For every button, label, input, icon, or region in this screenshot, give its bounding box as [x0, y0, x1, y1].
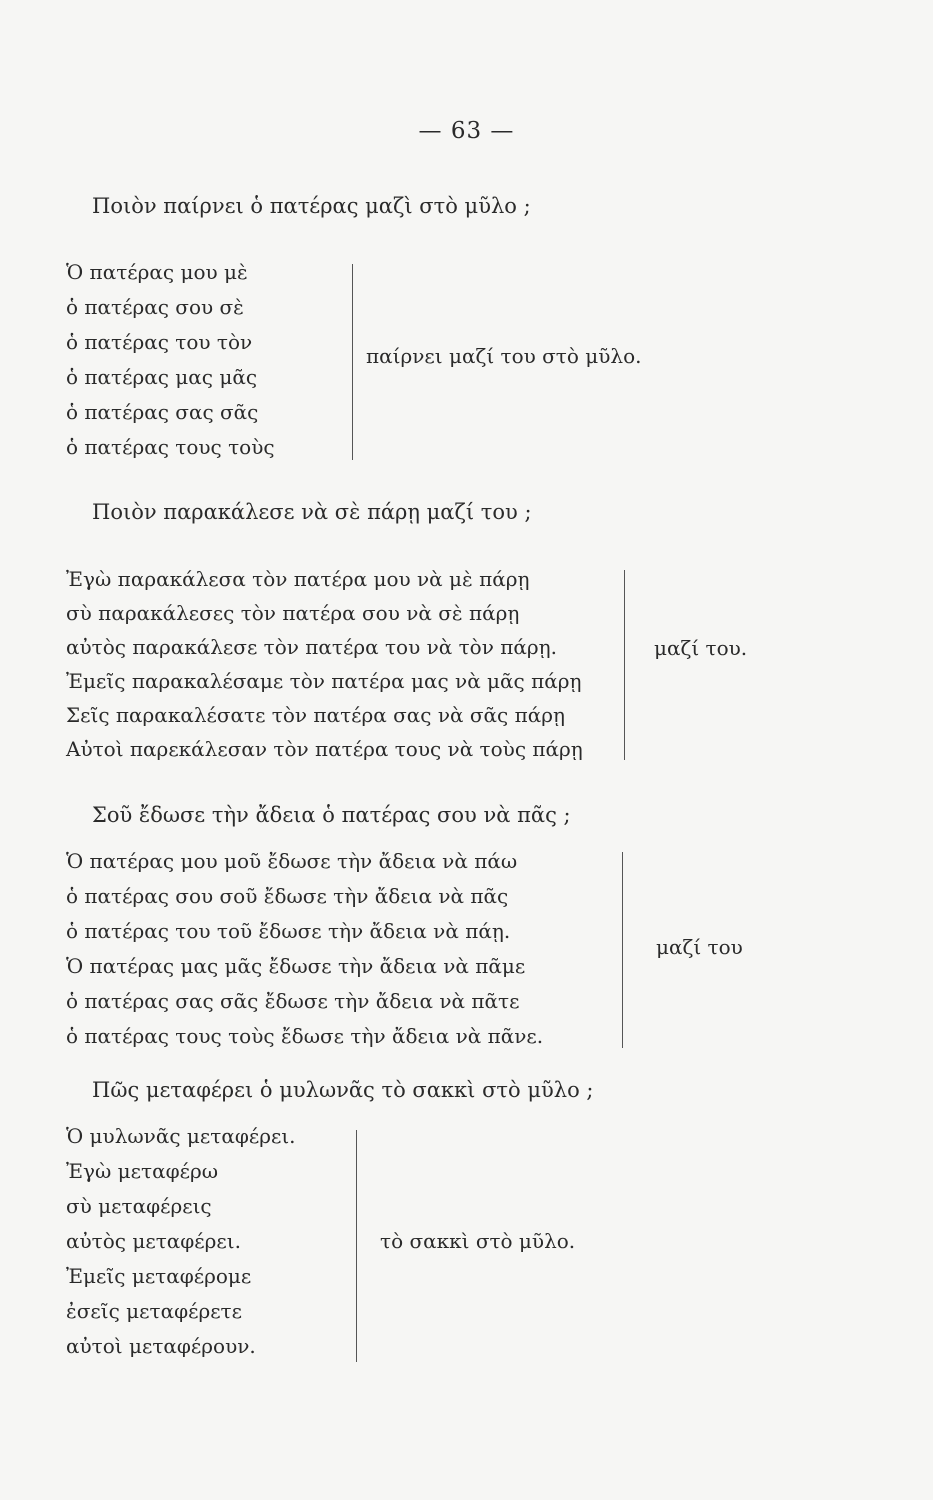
line-2-5: Σεῖς παρακαλέσατε τὸν πατέρα σας νὰ σᾶς πάρῃ [66, 703, 565, 727]
line-3-1: Ὁ πατέρας μου μοῦ ἔδωσε τὴν ἄδεια νὰ πάω [66, 849, 518, 873]
line-1-5: ὁ πατέρας σας σᾶς [66, 400, 259, 424]
line-2-6: Αὐτοὶ παρεκάλεσαν τὸν πατέρα τους νὰ τοὺς πάρῃ [66, 737, 583, 761]
line-4-2: Ἐγὼ μεταφέρω [66, 1159, 219, 1183]
line-3-5: ὁ πατέρας σας σᾶς ἔδωσε τὴν ἄδεια νὰ πᾶτε [66, 989, 520, 1013]
side-text-2: μαζί του. [654, 636, 748, 660]
brace-2 [624, 570, 625, 760]
question-1: Ποιὸν παίρνει ὁ πατέρας μαζὶ στὸ μῦλο ; [92, 194, 531, 218]
line-2-4: Ἐμεῖς παρακαλέσαμε τὸν πατέρα μας νὰ μᾶς πάρῃ [66, 669, 582, 693]
line-3-6: ὁ πατέρας τους τοὺς ἔδωσε τὴν ἄδεια νὰ πᾶνε. [66, 1024, 544, 1048]
line-4-5: Ἐμεῖς μεταφέρομε [66, 1264, 252, 1288]
line-1-6: ὁ πατέρας τους τοὺς [66, 435, 275, 459]
line-1-4: ὁ πατέρας μας μᾶς [66, 365, 258, 389]
question-3: Σοῦ ἔδωσε τὴν ἄδεια ὁ πατέρας σου νὰ πᾶς ; [92, 803, 571, 827]
line-1-1: Ὁ πατέρας μου μὲ [66, 260, 248, 284]
question-4: Πῶς μεταφέρει ὁ μυλωνᾶς τὸ σακκὶ στὸ μῦλο ; [92, 1078, 594, 1102]
line-2-1: Ἐγὼ παρακάλεσα τὸν πατέρα μου νὰ μὲ πάρῃ [66, 567, 530, 591]
brace-3 [622, 852, 623, 1048]
line-2-2: σὺ παρακάλεσες τὸν πατέρα σου νὰ σὲ πάρῃ [66, 601, 520, 625]
line-1-2: ὁ πατέρας σου σὲ [66, 295, 244, 319]
line-4-3: σὺ μεταφέρεις [66, 1194, 212, 1218]
line-2-3: αὐτὸς παρακάλεσε τὸν πατέρα του νὰ τὸν πάρῃ. [66, 635, 557, 659]
side-text-4: τὸ σακκὶ στὸ μῦλο. [380, 1229, 576, 1253]
line-4-4: αὐτὸς μεταφέρει. [66, 1229, 241, 1253]
brace-1 [352, 264, 353, 460]
line-4-7: αὐτοὶ μεταφέρουν. [66, 1334, 256, 1358]
line-3-3: ὁ πατέρας του τοῦ ἔδωσε τὴν ἄδεια νὰ πάῃ. [66, 919, 511, 943]
line-3-2: ὁ πατέρας σου σοῦ ἔδωσε τὴν ἄδεια νὰ πᾶς [66, 884, 509, 908]
side-text-1: παίρνει μαζί του στὸ μῦλο. [366, 344, 642, 368]
line-3-4: Ὁ πατέρας μας μᾶς ἔδωσε τὴν ἄδεια νὰ πᾶμε [66, 954, 526, 978]
question-2: Ποιὸν παρακάλεσε νὰ σὲ πάρῃ μαζί του ; [92, 500, 532, 524]
side-text-3: μαζί του [656, 935, 743, 959]
line-4-1: Ὁ μυλωνᾶς μεταφέρει. [66, 1124, 296, 1148]
page-number: — 63 — [418, 118, 515, 144]
brace-4 [356, 1130, 357, 1362]
line-4-6: ἐσεῖς μεταφέρετε [66, 1299, 242, 1323]
line-1-3: ὁ πατέρας του τὸν [66, 330, 253, 354]
